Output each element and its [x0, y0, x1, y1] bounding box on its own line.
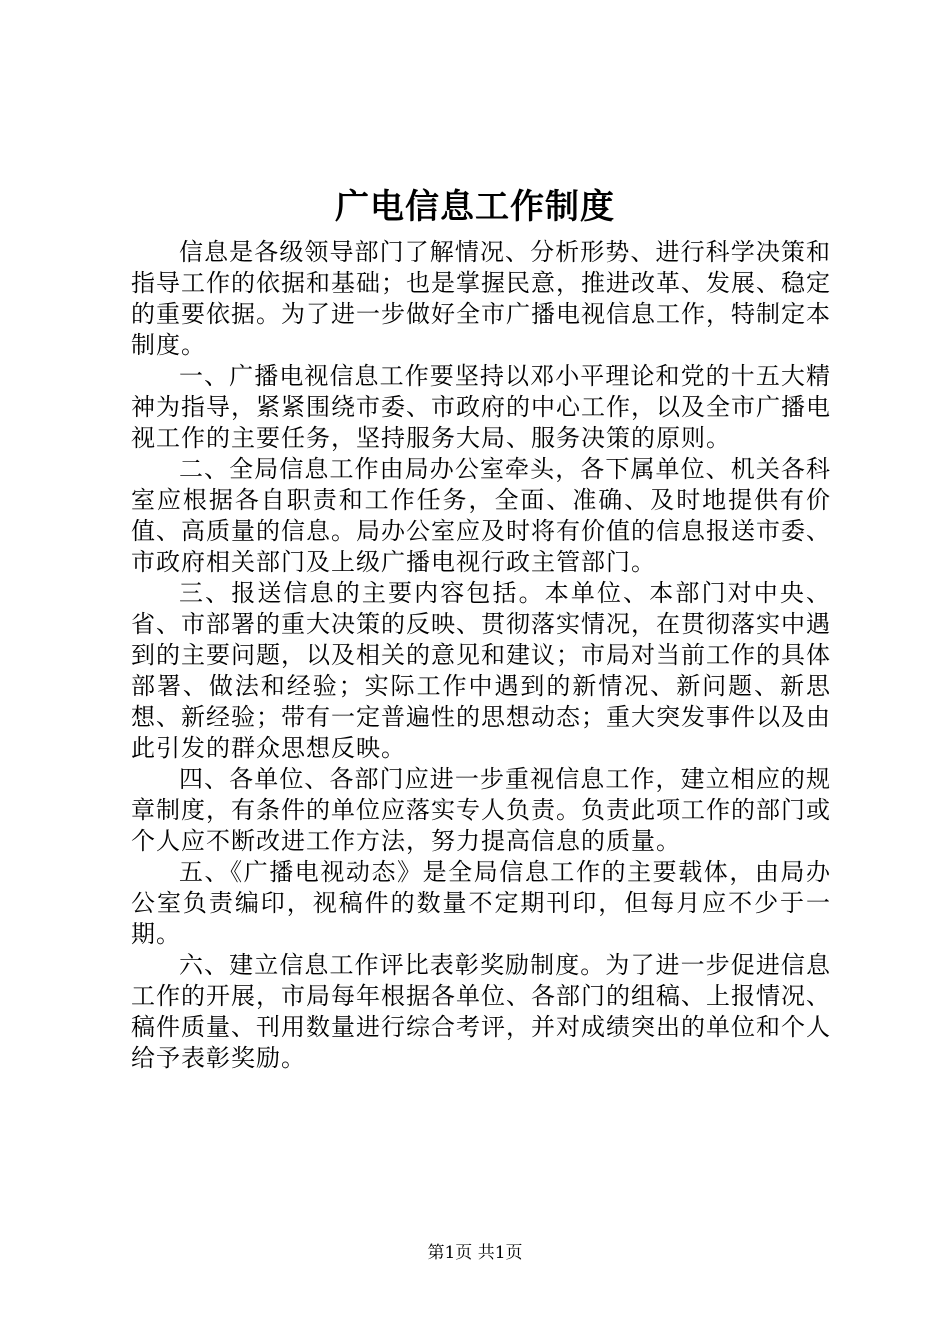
paragraph-6: 六、建立信息工作评比表彰奖励制度。为了进一步促进信息工作的开展，市局每年根据各单位、各部门的组稿、上报情况、稿件质量、刊用数量进行综合考评，并对成绩突出的单位和个人给予表彰奖励。 [131, 951, 831, 1072]
page-number: 第1页 [427, 1243, 473, 1263]
document-title: 广电信息工作制度 [335, 187, 615, 227]
paragraph-4: 四、各单位、各部门应进一步重视信息工作，建立相应的规章制度，有条件的单位应落实专人负责。负责此项工作的部门或个人应不断改进工作方法，努力提高信息的质量。 [131, 765, 831, 855]
paragraph-5: 五、《广播电视动态》是全局信息工作的主要载体，由局办公室负责编印，视稿件的数量不定期刊印，但每月应不少于一期。 [131, 858, 831, 948]
paragraph-intro: 信息是各级领导部门了解情况、分析形势、进行科学决策和指导工作的依据和基础；也是掌握民意，推进改革、发展、稳定的重要依据。为了进一步做好全市广播电视信息工作，特制定本制度。 [131, 238, 831, 359]
paragraph-3: 三、报送信息的主要内容包括。本单位、本部门对中央、省、市部署的重大决策的反映、贯彻落实情况，在贯彻落实中遇到的主要问题，以及相关的意见和建议；市局对当前工作的具体部署、做法和经验；实际工作中遇到的新情况、新问题、新思想、新经验；带有一定普遍性的思想动态；重大突发事件以及由此引发的群众思想反映。 [131, 579, 831, 762]
page-footer [0, 1241, 950, 1265]
paragraph-2: 二、全局信息工作由局办公室牵头，各下属单位、机关各科室应根据各自职责和工作任务，全面、准确、及时地提供有价值、高质量的信息。局办公室应及时将有价值的信息报送市委、市政府相关部门及上级广播电视行政主管部门。 [131, 455, 831, 576]
document-body [131, 237, 831, 1074]
page-total: 共1页 [477, 1243, 523, 1263]
paragraph-1: 一、广播电视信息工作要坚持以邓小平理论和党的十五大精神为指导，紧紧围绕市委、市政府的中心工作，以及全市广播电视工作的主要任务，坚持服务大局、服务决策的原则。 [131, 362, 831, 452]
